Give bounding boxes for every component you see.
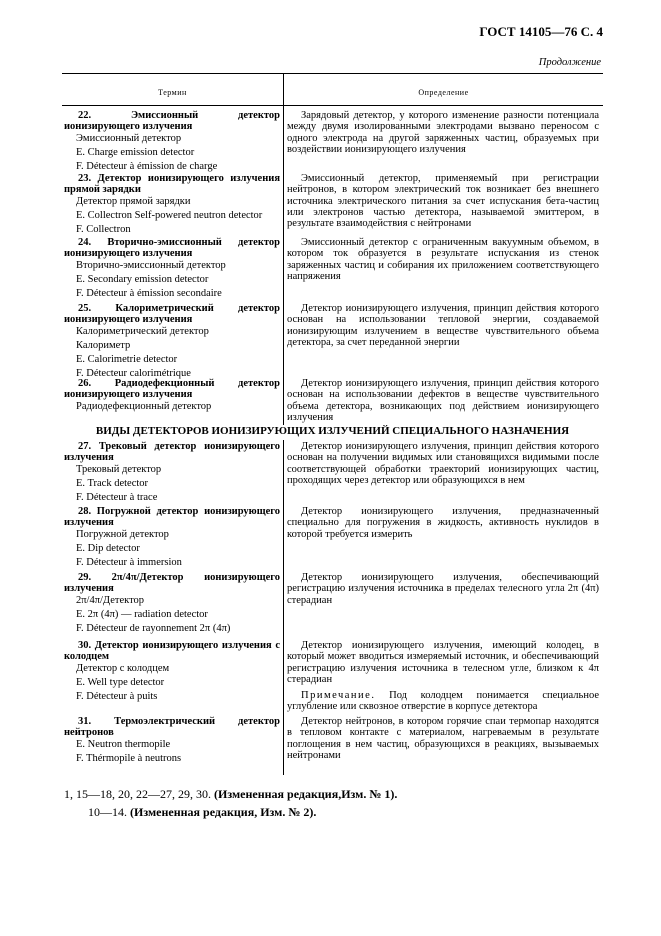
term-heading: 29. 2π/4π/Детектор ионизирующего излучения: [64, 572, 280, 594]
term-synonym: Вторично-эмиссионный детектор: [76, 260, 226, 271]
term-heading: 30. Детектор ионизирующего излучения с колодцем: [64, 640, 280, 662]
term-synonym: F. Détecteur à immersion: [76, 557, 182, 568]
term-synonym: Трековый детектор: [76, 464, 162, 475]
term-synonym: Детектор прямой зарядки: [76, 196, 191, 207]
amendment-note-1: [64, 788, 397, 801]
table-head-rule: [62, 105, 603, 106]
term-synonym: F. Thérmopile à neutrons: [76, 753, 182, 764]
table-row-term-29: [64, 572, 280, 636]
term-synonym: Калориметрический детектор: [76, 326, 209, 337]
term-heading: 23. Детектор ионизирующего излучения прямой зарядки: [64, 173, 280, 195]
amendment-items: 1, 15—18, 20, 22—27, 29, 30.: [64, 787, 211, 801]
term-synonym: Калориметр: [76, 340, 131, 351]
amendment-items: 10—14.: [88, 805, 127, 819]
table-row-term-26: [64, 378, 280, 414]
term-synonym: E. Charge emission detector: [76, 147, 195, 158]
term-synonym: Радиодефекционный детектор: [76, 401, 212, 412]
standard-number: ГОСТ 14105—76 С. 4: [479, 24, 603, 39]
table-row-definition-27: Детектор ионизирующего излучения, принцип действия которого основан на получении видимых или становящихся видимыми после соответствующей обработки траекторий ионизирующих частиц, проходящих через детектор или образующихся в нем: [287, 441, 599, 486]
term-heading: 24. Вторично-эмиссионный детектор ионизирующего излучения: [64, 237, 280, 259]
term-heading: 28. Погружной детектор ионизирующего излучения: [64, 506, 280, 528]
table-row-definition-26: Детектор ионизирующего излучения, принцип действия которого основан на использовании дефектов в веществе чувствительного объема детектора, возникающих под действием ионизирующего излучения: [287, 378, 599, 423]
term-synonym: E. Neutron thermopile: [76, 739, 171, 750]
term-synonym: E. Secondary emission detector: [76, 274, 209, 285]
definition-text: Детектор ионизирующего излучения, имеющий колодец, в который может вводиться измеряемый источник, и обеспечивающий регистрацию излучения источника в телесном угле, близком к 4π стерадиан: [287, 640, 599, 685]
table-row-term-31: [64, 716, 280, 766]
amendment-text: (Измененная редакция, Изм. № 2).: [130, 805, 317, 819]
term-synonym: F. Détecteur calorimétrique: [76, 368, 191, 379]
table-row-term-23: [64, 173, 280, 237]
table-row-term-25: [64, 303, 280, 381]
term-synonym: F. Détecteur à puits: [76, 691, 158, 702]
term-synonym: Погружной детектор: [76, 529, 169, 540]
column-header-term: Термин: [158, 88, 187, 97]
term-heading: 31. Термоэлектрический детектор нейтронов: [64, 716, 280, 738]
table-row-definition-23: Эмиссионный детектор, применяемый при регистрации нейтронов, в котором электрический ток возникает без внешнего источника электрического питания за счет испускания бета-частиц или электронов частью детектора, называемой эмиттером, в результате взаимодействия с нейтронами: [287, 173, 599, 230]
term-heading: 25. Калориметрический детектор ионизирующего излучения: [64, 303, 280, 325]
table-row-term-30: [64, 640, 280, 704]
table-divider-bottom: [283, 440, 284, 775]
term-synonym: E. 2π (4π) — radiation detector: [76, 609, 208, 620]
term-heading: 22. Эмиссионный детектор ионизирующего излучения: [64, 110, 280, 132]
table-row-term-22: [64, 110, 280, 174]
term-synonym: F. Détecteur à émission secondaire: [76, 288, 222, 299]
term-heading: 26. Радиодефекционный детектор ионизирующего излучения: [64, 378, 280, 400]
term-synonym: Детектор с колодцем: [76, 663, 170, 674]
term-synonym: 2π/4π/Детектор: [76, 595, 145, 606]
table-row-term-27: [64, 441, 280, 505]
note-text: Под колодцем понимается специальное углубление или сквозное отверстие в корпусе детектора: [287, 690, 599, 713]
note-label: Примечание.: [301, 690, 376, 702]
section-title: ВИДЫ ДЕТЕКТОРОВ ИОНИЗИРУЮЩИХ ИЗЛУЧЕНИЙ СПЕЦИАЛЬНОГО НАЗНАЧЕНИЯ: [95, 425, 570, 437]
term-heading: 27. Трековый детектор ионизирующего излучения: [64, 441, 280, 463]
term-synonym: F. Détecteur de rayonnement 2π (4π): [76, 623, 231, 634]
amendment-note-2: [88, 806, 316, 819]
column-header-definition: Определение: [418, 88, 469, 97]
table-row-term-28: [64, 506, 280, 570]
table-row-definition-22: Зарядовый детектор, у которого изменение разности потенциала между двумя изолированными электродами вызвано переносом с одного электрода на другой заряженных частиц, образуемых при воздействии ионизирующего излучения: [287, 110, 599, 155]
continued-label: Продолжение: [538, 57, 601, 68]
term-synonym: E. Well type detector: [76, 677, 165, 688]
table-row-definition-25: Детектор ионизирующего излучения, принцип действия которого основан на использовании тепловой энергии, создаваемой ионизирующим излучением в веществе чувствительного объема детектора, за счет переданной энергии: [287, 303, 599, 348]
table-top-rule: [62, 73, 603, 74]
term-synonym: Эмиссионный детектор: [76, 133, 182, 144]
table-row-definition-31: Детектор нейтронов, в котором горячие спаи термопар находятся в тепловом контакте с материалом, нагреваемым в результате поглощения в нем частиц, образующихся в реакциях, вызываемых нейтронами: [287, 716, 599, 761]
note: [287, 690, 599, 713]
table-divider-top: [283, 105, 284, 425]
term-synonym: F. Détecteur à émission de charge: [76, 161, 218, 172]
term-synonym: E. Calorimetrie detector: [76, 354, 178, 365]
term-synonym: E. Dip detector: [76, 543, 140, 554]
table-row-term-24: [64, 237, 280, 301]
term-synonym: E. Track detector: [76, 478, 149, 489]
table-row-definition-29: Детектор ионизирующего излучения, обеспечивающий регистрацию излучения источника в пределах телесного угла 2π (4π) стерадиан: [287, 572, 599, 606]
term-synonym: F. Détecteur à trace: [76, 492, 158, 503]
table-row-definition-28: Детектор ионизирующего излучения, предназначенный специально для погружения в жидкость, активность нуклидов в которой требуется измерить: [287, 506, 599, 540]
table-row-definition-24: Эмиссионный детектор с ограниченным вакуумным объемом, в котором ток образуется в результате испускания из стенок заряженных частиц и собирания их приложением соответствующего напряжения: [287, 237, 599, 282]
term-synonym: F. Collectron: [76, 224, 131, 235]
table-row-definition-30: [287, 640, 599, 713]
term-synonym: E. Collectron Self-powered neutron detector: [76, 210, 263, 221]
amendment-text: (Измененная редакция,Изм. № 1).: [214, 787, 398, 801]
